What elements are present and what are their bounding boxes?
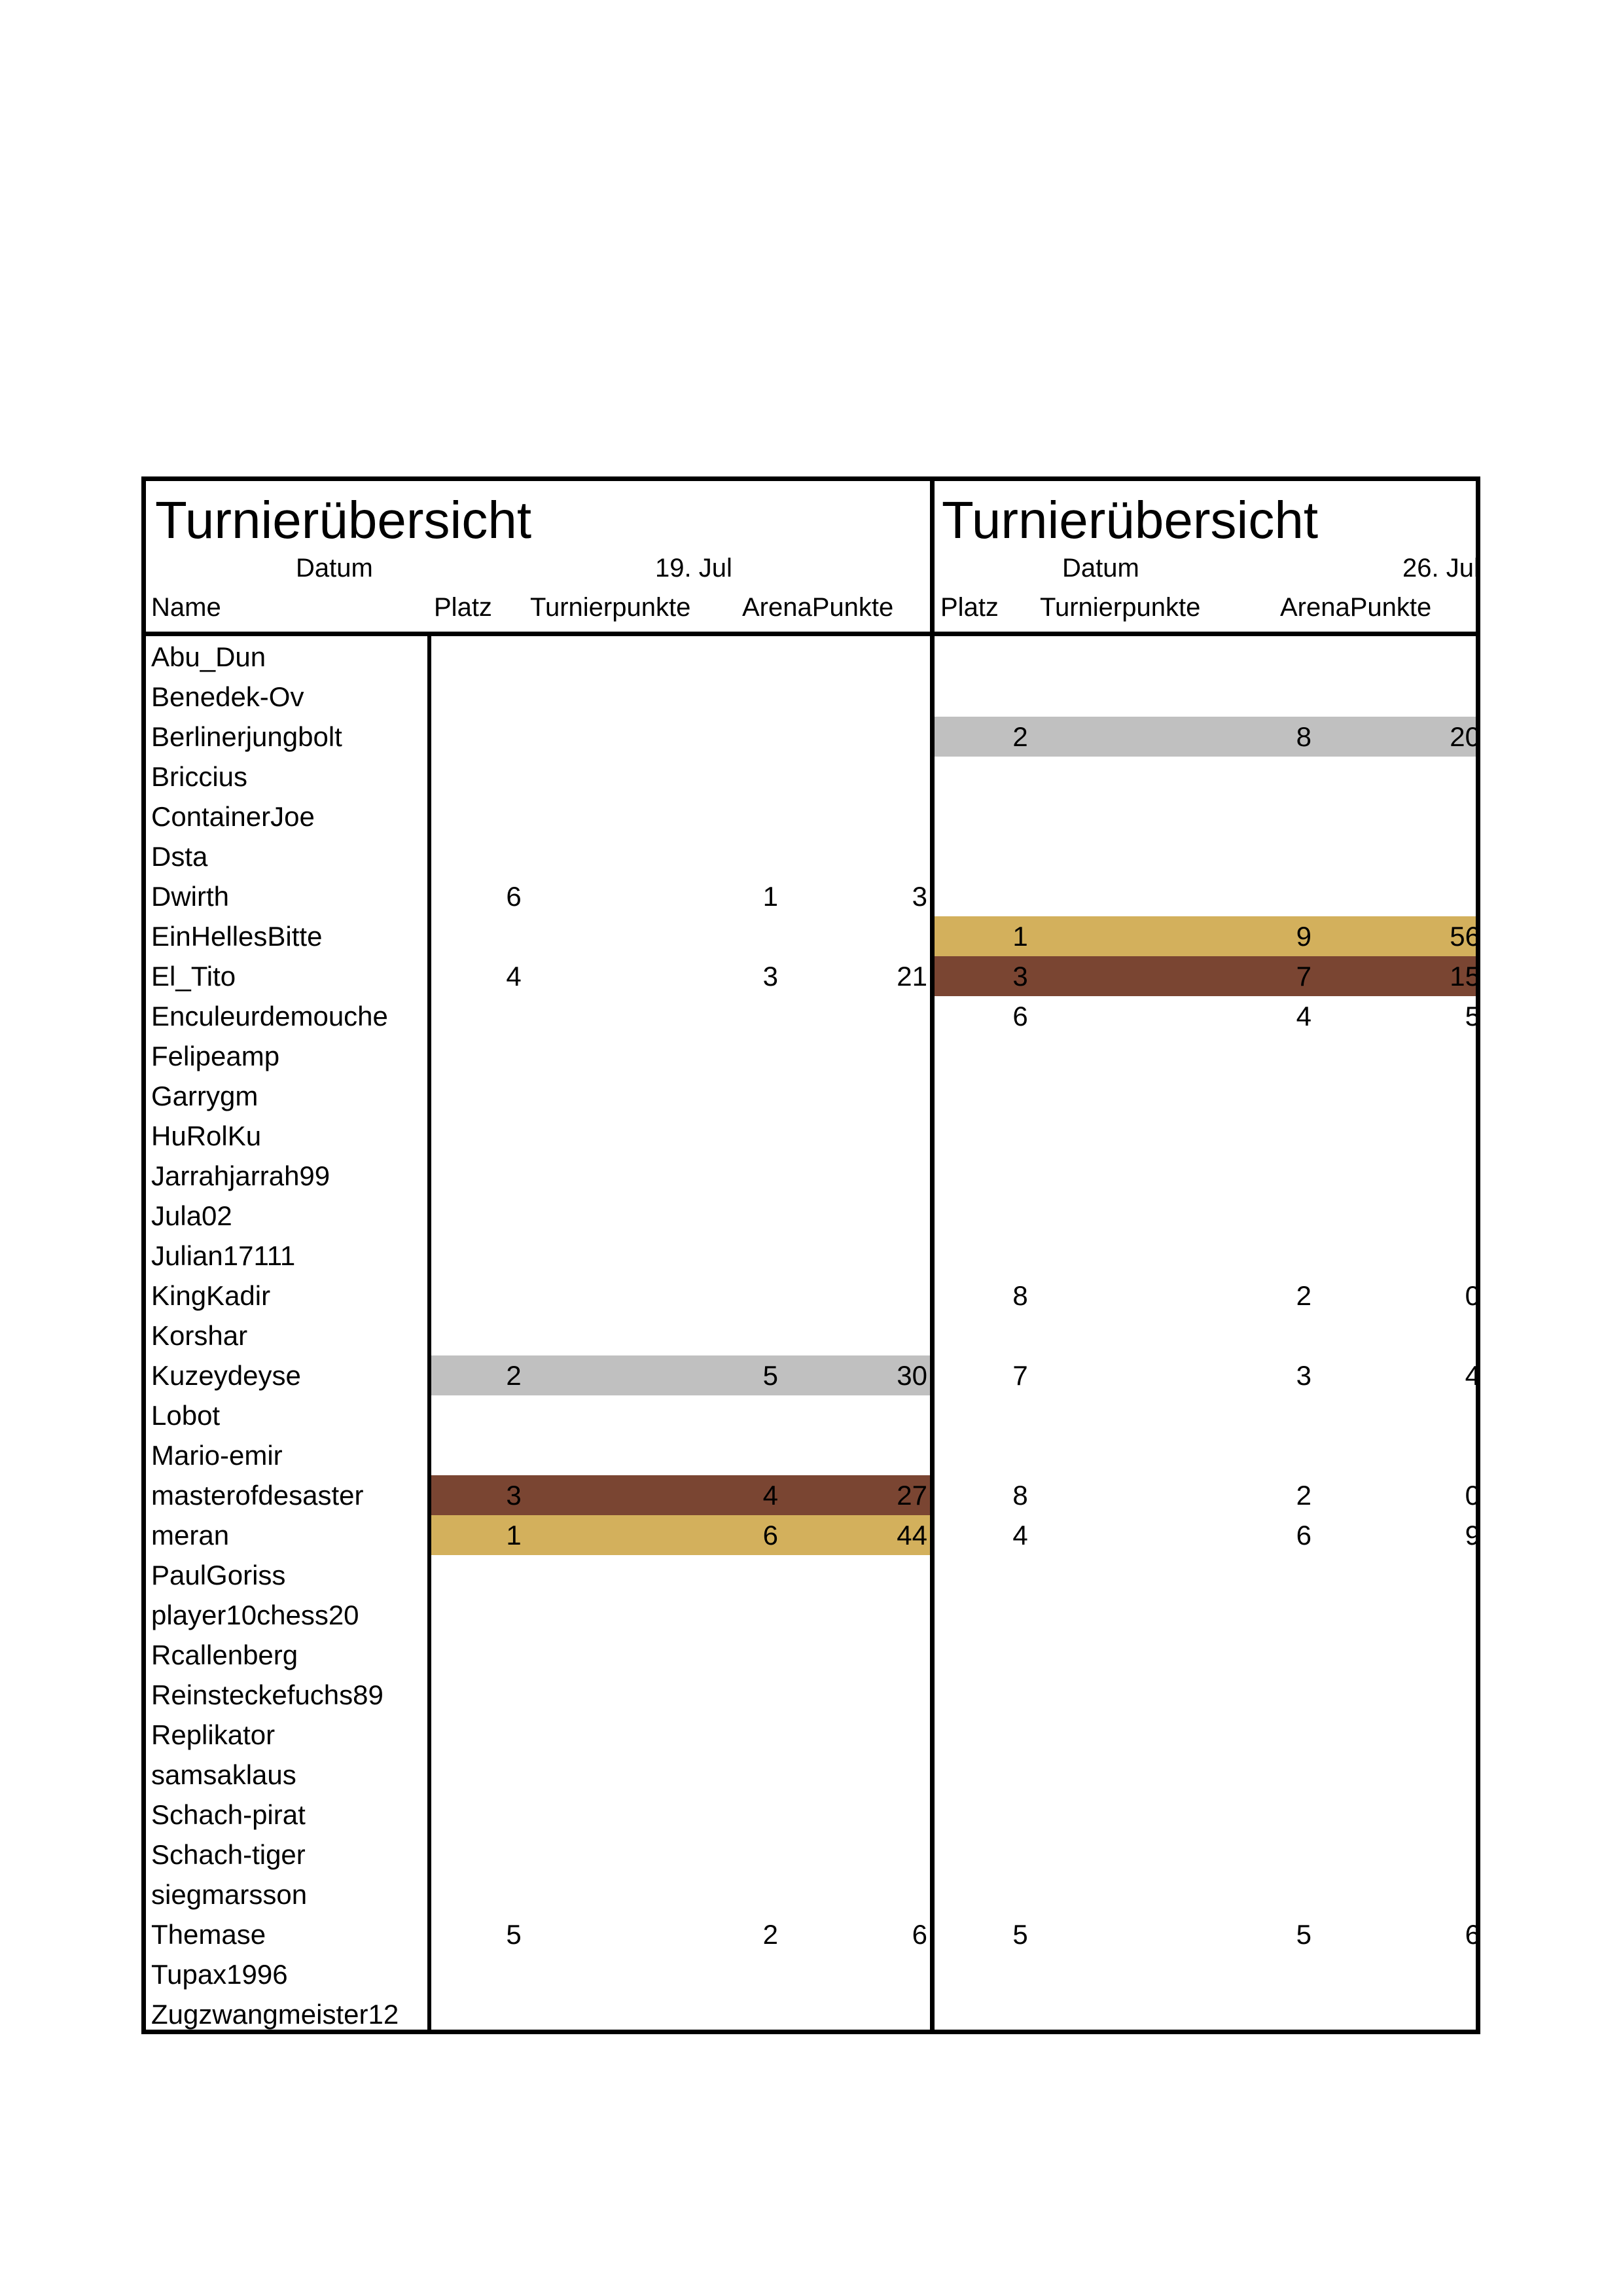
left-datum-label: Datum	[296, 554, 373, 583]
player-name: Julian17111	[151, 1240, 296, 1271]
turnierpunkte-cell: 4	[762, 1480, 778, 1511]
platz-cell: 3	[1012, 961, 1028, 992]
table-row	[146, 1715, 1476, 1755]
player-name: Jula02	[151, 1200, 232, 1231]
arenapunkte-cell: 44	[897, 1520, 927, 1551]
player-name: KingKadir	[151, 1280, 271, 1311]
player-name: Abu_Dun	[151, 641, 266, 672]
arenapunkte-cell: 20	[1450, 721, 1480, 752]
table-row	[146, 1435, 1476, 1475]
table-row	[146, 677, 1476, 717]
table-row	[146, 996, 1480, 1036]
player-name: Garrygm	[151, 1081, 259, 1111]
arenapunkte-cell: 21	[897, 961, 927, 992]
player-name: EinHellesBitte	[151, 921, 323, 952]
right-title: Turnierübersicht	[942, 491, 1319, 549]
right-datum-label: Datum	[1062, 554, 1139, 583]
player-name: Kuzeydeyse	[151, 1360, 301, 1391]
platz-cell: 4	[506, 961, 522, 992]
player-name: Briccius	[151, 761, 248, 792]
player-name: player10chess20	[151, 1600, 359, 1630]
player-name: Schach-tiger	[151, 1839, 306, 1870]
col-name-header: Name	[151, 593, 221, 622]
turnierpunkte-cell: 6	[762, 1520, 778, 1551]
right-date: 26. Jul	[1402, 554, 1480, 583]
player-name: Berlinerjungbolt	[151, 721, 342, 752]
table-row	[146, 1236, 1476, 1276]
arenapunkte-cell: 27	[897, 1480, 927, 1511]
turnierpunkte-cell: 4	[1296, 1001, 1311, 1031]
player-name: siegmarsson	[151, 1879, 308, 1910]
right-col-arenapunkte-header: ArenaPunkte	[1280, 593, 1432, 622]
arenapunkte-cell: 30	[897, 1360, 927, 1391]
player-name: masterofdesaster	[151, 1480, 364, 1511]
arenapunkte-cell: 9	[1465, 1520, 1480, 1551]
arenapunkte-cell: 0	[1465, 1480, 1480, 1511]
player-name: HuRolKu	[151, 1121, 262, 1151]
player-name: Rcallenberg	[151, 1640, 298, 1670]
tournament-sheet	[141, 476, 1480, 2034]
right-col-platz-header: Platz	[940, 593, 999, 622]
turnierpunkte-cell: 8	[1296, 721, 1311, 752]
table-row	[146, 1276, 1480, 1316]
table-row	[146, 1196, 1476, 1236]
arenapunkte-cell: 15	[1450, 961, 1480, 992]
table-row	[146, 1116, 1476, 1156]
table-row	[146, 1395, 1476, 1435]
table-row	[146, 717, 1480, 757]
player-name: Themase	[151, 1919, 266, 1950]
player-name: El_Tito	[151, 961, 236, 992]
platz-cell: 7	[1012, 1360, 1028, 1391]
table-row	[146, 757, 1476, 797]
platz-cell: 2	[1012, 721, 1028, 752]
turnierpunkte-cell: 3	[1296, 1360, 1311, 1391]
player-name: meran	[151, 1520, 230, 1551]
platz-cell: 8	[1012, 1480, 1028, 1511]
player-name: Replikator	[151, 1719, 276, 1750]
player-name: Dwirth	[151, 881, 230, 912]
player-name: Felipeamp	[151, 1041, 280, 1071]
table-row	[146, 1076, 1476, 1116]
player-name: Zugzwangmeister12	[151, 1999, 399, 2030]
table-row	[146, 1914, 1480, 1954]
table-row	[146, 1675, 1476, 1715]
arenapunkte-cell: 4	[1465, 1360, 1480, 1391]
left-col-arenapunkte-header: ArenaPunkte	[742, 593, 894, 622]
turnierpunkte-cell: 6	[1296, 1520, 1311, 1551]
player-name: Mario-emir	[151, 1440, 283, 1471]
player-name: Dsta	[151, 841, 208, 872]
header-divider	[146, 632, 1476, 636]
table-row	[146, 1874, 1476, 1914]
table-row	[146, 1595, 1476, 1635]
table-row	[146, 1515, 1480, 1555]
table-row	[146, 1156, 1476, 1196]
turnierpunkte-cell: 9	[1296, 921, 1311, 952]
table-row	[146, 1635, 1476, 1675]
platz-cell: 1	[1012, 921, 1028, 952]
table-row	[146, 637, 1476, 677]
table-row	[146, 956, 1480, 996]
platz-cell: 1	[506, 1520, 522, 1551]
turnierpunkte-cell: 2	[762, 1919, 778, 1950]
platz-cell: 6	[1012, 1001, 1028, 1031]
table-row	[146, 1954, 1476, 1994]
player-name: Schach-pirat	[151, 1799, 306, 1830]
turnierpunkte-cell: 2	[1296, 1480, 1311, 1511]
turnierpunkte-cell: 7	[1296, 961, 1311, 992]
player-name: Enculeurdemouche	[151, 1001, 388, 1031]
turnierpunkte-cell: 2	[1296, 1280, 1311, 1311]
player-name: samsaklaus	[151, 1759, 296, 1790]
left-title: Turnierübersicht	[155, 491, 532, 549]
left-col-platz-header: Platz	[434, 593, 492, 622]
left-col-turnierpunkte-header: Turnierpunkte	[530, 593, 691, 622]
right-col-turnierpunkte-header: Turnierpunkte	[1040, 593, 1201, 622]
player-name: Reinsteckefuchs89	[151, 1679, 383, 1710]
turnierpunkte-cell: 3	[762, 961, 778, 992]
player-name: Lobot	[151, 1400, 221, 1431]
platz-cell: 5	[506, 1919, 522, 1950]
platz-cell: 5	[1012, 1919, 1028, 1950]
turnierpunkte-cell: 5	[1296, 1919, 1311, 1950]
arenapunkte-cell: 0	[1465, 1280, 1480, 1311]
turnierpunkte-cell: 5	[762, 1360, 778, 1391]
arenapunkte-cell: 3	[912, 881, 927, 912]
arenapunkte-cell: 5	[1465, 1001, 1480, 1031]
platz-cell: 8	[1012, 1280, 1028, 1311]
table-row	[146, 1355, 1480, 1395]
table-row	[146, 1755, 1476, 1795]
table-row	[146, 876, 1476, 916]
platz-cell: 6	[506, 881, 522, 912]
table-row	[146, 1795, 1476, 1835]
table-row	[146, 836, 1476, 876]
table-row	[146, 1555, 1476, 1595]
table-row	[146, 1835, 1476, 1874]
player-name: Benedek-Ov	[151, 681, 304, 712]
arenapunkte-cell: 56	[1450, 921, 1480, 952]
table-row	[146, 1036, 1476, 1076]
player-name: Jarrahjarrah99	[151, 1160, 330, 1191]
table-row	[146, 1475, 1480, 1515]
table-row	[146, 916, 1480, 956]
player-name: Korshar	[151, 1320, 248, 1351]
turnierpunkte-cell: 1	[762, 881, 778, 912]
table-row	[146, 1316, 1476, 1355]
arenapunkte-cell: 6	[912, 1919, 927, 1950]
arenapunkte-cell: 6	[1465, 1919, 1480, 1950]
platz-cell: 2	[506, 1360, 522, 1391]
player-name: ContainerJoe	[151, 801, 315, 832]
table-row	[146, 797, 1476, 836]
left-date: 19. Jul	[655, 554, 732, 583]
player-name: Tupax1996	[151, 1959, 288, 1990]
table-row	[146, 1994, 1476, 2034]
platz-cell: 3	[506, 1480, 522, 1511]
player-name: PaulGoriss	[151, 1560, 286, 1590]
platz-cell: 4	[1012, 1520, 1028, 1551]
